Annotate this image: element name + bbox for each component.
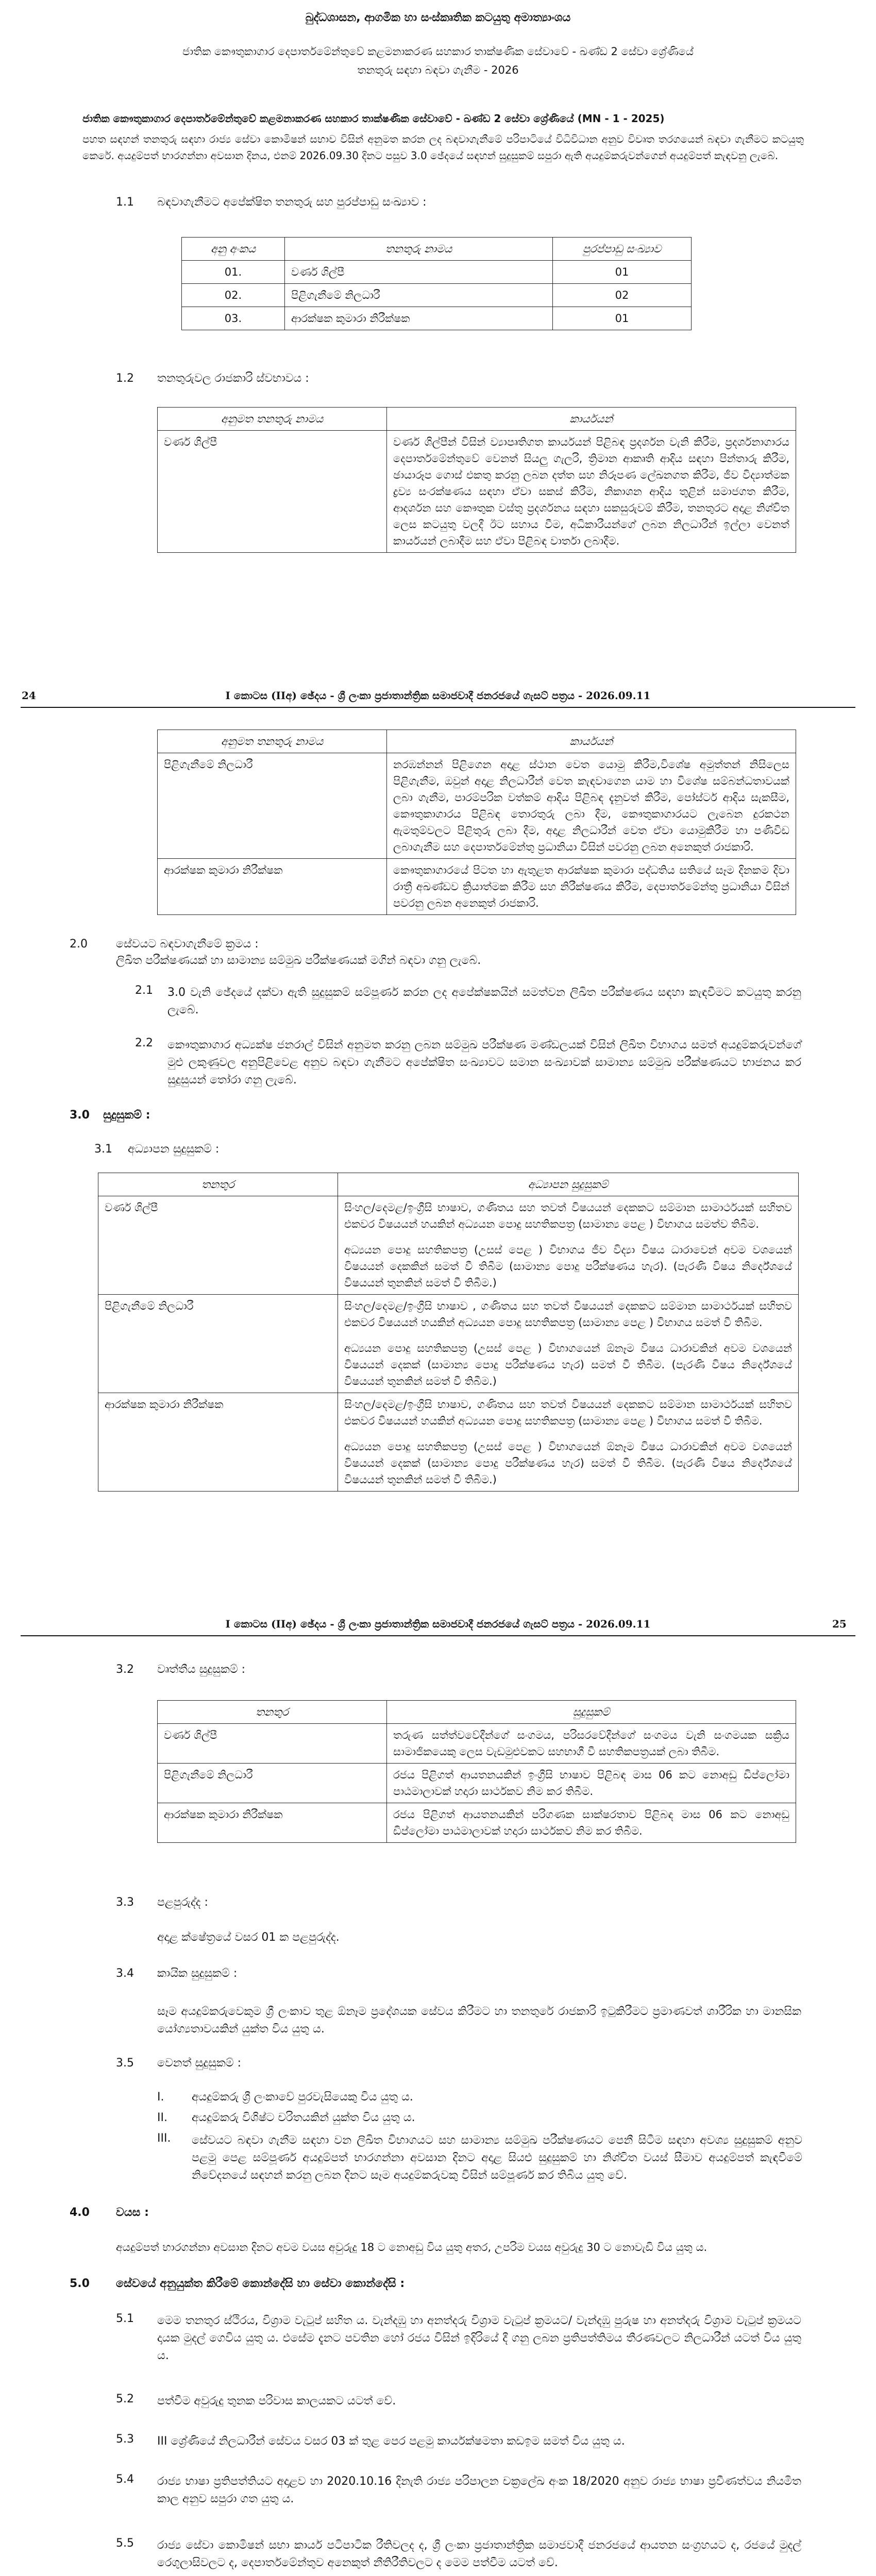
table-cell: 01 — [553, 261, 692, 284]
section-3-0-number: 3.0 — [70, 1109, 90, 1122]
table-header: තනතුර — [98, 1173, 338, 1196]
table-row — [158, 1724, 796, 1764]
table-header: කාර්යයන් — [387, 730, 796, 753]
section-5-1-body: මෙම තනතුර ස්ථිරය, විශ්‍රාම වැටුප් සහිත ය. වැන්දඹු හා අනත්දරු විශ්‍රාම වැටුප් ක්‍රමයට/ වැන්දඹු පුරුෂ හා අනත්දරු විශ්‍රාම වැටුප් ක්‍රමයට දායක මුදල් ගෙවිය යුතු ය. එසේම දැනට පවතින හෝ රජය විසින් ඉදිරියේ දී ගනු ලබන ප්‍රතිපත්තිමය තීරණවලට නිලධාරීන් යටත් විය යුතු ය. — [157, 2314, 801, 2362]
table-cell — [338, 1196, 799, 1295]
notice-title-line1: ජාතික කෞතුකාගාර දෙපාර්තමේන්තුවේ කළමනාකරණ සහකාර තාක්ෂණික සේවාවේ - ඛණ්ඩ 2 සේවා ශ්‍රේණියේ — [182, 45, 694, 58]
section-5-5-body: රාජ්‍ය සේවා කොමිෂන් සභා කාර්ය පටිපාටික රීතිවලද ද, ශ්‍රී ලංකා ප්‍රජාතාන්ත්‍රික සමාජවාදී ජනරජයේ ආයතන සංග්‍රහයට ද, රජයේ මුදල් රෙගුලාසිවලට ද, දෙපාර්තමේන්තුව අනෙකුත් නීතිරීතිවලට ද මෙම පත්වීම යටත් වේ. — [157, 2539, 801, 2569]
table-row — [182, 261, 692, 284]
table-cell — [338, 1295, 799, 1393]
table-cell: 02. — [182, 284, 285, 307]
intro-body: පහත සඳහන් තනතුරු සඳහා රාජ්‍ය සේවා කොමිෂන් සභාව විසින් අනුමත කරන ලද බඳවාගැනීමේ පරිපාටියේ විධිවිධාන අනුව විවෘත තරගයෙන් බඳවා ගැනීමට කටයුතු කෙරේ. අයදුම්පත් භාරගන්නා අවසාන දිනය, එනම් 2026.09.30 දිනට පසුව 3.0 ඡේදයේ සඳහන් සුදුසුකම් සපුරා ඇති අයදුම්කරුවන්ගෙන් අයදුම්පත් කැඳවනු ලැබේ. — [82, 133, 804, 162]
table-header: අනු අංකය — [182, 238, 285, 261]
table-cell: වර්ණ ශිල්පී — [158, 431, 387, 553]
section-2-1-body: 3.0 වැනි ඡේදයේ දක්වා ඇති සුදුසුකම් සම්පූර්ණ කරන ලද අපේක්ෂකයින් සමත්වන ලිඛිත පරීක්ෂණය සඳහා කැඳවීමට කටයුතු කරනු ලැබේ. — [167, 986, 801, 1016]
table-cell: ආරක්ෂක කුමාරා නිරීක්ෂක — [158, 859, 387, 915]
section-5-4-number: 5.4 — [116, 2473, 134, 2486]
section-3-3-body: අදාළ ක්ෂේත්‍රයේ වසර 01 ක පළපුරුද්ද. — [157, 1931, 340, 1944]
section-3-1-number: 3.1 — [94, 1143, 112, 1156]
section-5-2-body: පත්වීම අවුරුදු තුනක පරිවාස කාලයකට යටත් වේ. — [157, 2395, 396, 2408]
section-2-1-number: 2.1 — [135, 984, 153, 997]
qualification-ol: සිංහල/දෙමළ/ඉංග්‍රීසි භාෂාව, ගණිතය සහ තවත් විෂයයන් දෙකකට සම්මාන සාමාර්ථයක් සහිතව එකවර විෂයයන් හයකින් අධ්‍යයන පොදු සහතිකපත්‍ර (සාමාන්‍ය පෙළ ) විභාගය සමත්ව තිබීම. — [344, 1201, 792, 1230]
section-2-2-body: කෞතුකාගාර අධ්‍යක්ෂ ජනරාල් විසින් අනුමත කරනු ලබන සම්මුඛ පරීක්ෂණ මණ්ඩලයක් විසින් ලිඛිත විභාගය සමත් අයදුම්කරුවන්ගේ මුළු ලකුණුවල අනුපිළිවෙළ අනුව බඳවා ගැනීමට අපේක්ෂිත සංඛ්‍යාවට සමාන සංඛ්‍යාවක් සාමාන්‍ය සම්මුඛ පරීක්ෂණයට භාජනය කර සුදුසුයන් තෝරා ගනු ලැබේ. — [167, 1039, 801, 1087]
table-cell: නරඹන්නන් පිළිගෙන අදාළ ස්ථාන වෙත යොමු කිරීම,විශේෂ අමුත්තන් නිසිලෙස පිළිගැනීම, ඔවුන් අදාළ නිලධාරීන් වෙත කැඳවාගෙන යාම හා විශේෂ සම්බන්ධතාවයක් ලබා ගැනීම, පාරම්පරික වත්කම් ආදිය පිළිබඳ දැනුවත් කිරීම, පෝස්ටර් ආදිය සැකසීම, කෞතුකාගාරය පිළිබඳ තොරතුරු ලබා දීම, කෞතුකාගාරයට ලැබෙන දුරකථන ඇමතුම්වලට පිළිතුරු ලබා දීම, අදාළ නිලධාරීන් වෙත ඒවා යොමුකිරීම හා පණිවිඩ ලබාගැනීම සහ දෙපාර්තමේන්තු ප්‍රධානියා විසින් පවරනු ලබන අනෙකුත් රාජකාරි. — [387, 753, 796, 859]
section-2-0-number: 2.0 — [70, 938, 88, 951]
section-3-0-heading: සුදුසුකම් : — [103, 1109, 150, 1122]
table-cell: පිළිගැනීමේ නිලධාරී — [98, 1295, 338, 1393]
table-header: තනතුර — [158, 1701, 387, 1724]
section-3-4-number: 3.4 — [116, 1967, 134, 1980]
header-rule — [21, 707, 855, 708]
section-1-1-heading: බඳවාගැනීමට අපේක්ෂිත තනතුරු සහ පුරප්පාඩු සංඛ්‍යාව : — [157, 196, 427, 209]
section-2-0-sub: ලිඛිත පරීක්ෂණයක් හා සාමාන්‍ය සම්මුඛ පරීක්ෂණයක් මගින් බඳවා ගනු ලැබේ. — [116, 954, 481, 967]
table-header: අනුමත තනතුරු නාමය — [158, 408, 387, 431]
education-qualifications-table — [98, 1173, 799, 1492]
table-cell: ආරක්ෂක කුමාරා නිරීක්ෂක — [98, 1393, 338, 1492]
list-item: සේවයට බඳවා ගැනීම සඳහා වන ලිඛිත විභාගයට සහ සාමාන්‍ය සම්මුඛ පරීක්ෂණයට පෙනී සිටීම සඳහා අවශ්‍ය සුදුසුකම් අනුව පළමු පෙළ සම්පූර්ණ අයදුම්පත් භාරගන්නා අවසාන දිනට අදාළ සියළු සුදුසුකම් හා නිශ්චිත වයස් සීමාව අයදුම්පත් කැඳවීමේ නිවේදනයේ සඳහන් කරනු ලබන දිනට සෑම අයදුම්කරුවකු විසින් සම්පූර්ණ කර තිබිය යුතු වේ. — [192, 2134, 802, 2182]
section-3-3-heading: පළපුරුද්ද : — [157, 1896, 208, 1909]
page-number: 25 — [832, 1618, 847, 1630]
section-1-2-number: 1.2 — [116, 372, 134, 385]
table-cell: රජය පිළිගත් ආයතනයකින් පරිගණක සාක්ෂරතාව පිළිබඳ මාස 06 කට නොඅඩු ඩිප්ලෝමා පාඨමාලාවක් හදාරා සාර්ථකව නිම කර තිබීම. — [387, 1803, 796, 1843]
section-3-5-heading: වෙනත් සුදුසුකම් : — [157, 2057, 242, 2070]
table-row — [98, 1295, 799, 1393]
table-cell: කෞතුකාගාරයේ පිටත හා ඇතුළත ආරක්ෂක කුමාරා පද්ධතිය සතියේ සෑම දිනකම දිවා රාත්‍රී අඛණ්ඩව ක්‍රියාත්මක කිරීම සහ නිරීක්ෂණය කිරීම, දෙපාර්තමේන්තු ප්‍රධානියා විසින් පවරනු ලබන අනෙකුත් රාජකාරි. — [387, 859, 796, 915]
notice-title-line2: තනතුරු සඳහා බඳවා ගැනීම - 2026 — [357, 64, 519, 76]
table-header: කාර්යයන් — [387, 408, 796, 431]
table-row — [98, 1196, 799, 1295]
ministry-name: බුද්ධශාසන, ආගමික හා සංස්කෘතික කටයුතු අමාත්‍යාංශය — [305, 11, 571, 24]
list-item: අයදුම්කරු ශ්‍රී ලංකාවේ පුරවැසියෙකු විය යුතු ය. — [192, 2091, 413, 2104]
table-cell: වර්ණ ශිල්පී — [285, 261, 553, 284]
table-header: සුදුසුකම් — [387, 1701, 796, 1724]
table-cell: තරුණ සත්ත්වවේදීන්ගේ සංගමය, පරිසරවේදීන්ගේ සංගමය වැනි සංගමයක සක්‍රිය සාමාජිකයෙකු ලෙස වැඩමුළුවකට සහභාගී වී සහතිකපත්‍රයක් ලබා තිබීම. — [387, 1724, 796, 1764]
section-5-3-body: III ශ්‍රේණියේ නිලධාරීන් සේවය වසර 03 ක් තුළ පෙර පළමු කාර්යක්ෂමතා කඩඉම සමත් විය යුතු ය. — [157, 2435, 625, 2448]
duties-table-part1 — [157, 407, 796, 553]
table-cell: වර්ණ ශිල්පීන් විසින් ව්‍යාපෘතිගත කාර්යයන් පිළිබඳ ප්‍රදර්ශන වැනි කිරීම, ප්‍රදර්ශනාගාරය දෙපාර්තමේන්තුවේ වෙනත් සියලු ගැලරි, ත්‍රිමාන ආකෘති ආදිය සඳහා පින්තාරු කිරීම, ඡායාරූප ගොස් එකතු කරනු ලබන දත්ත සහ නිරූපණ ලේඛනගත කිරීම, ජීව විද්‍යාත්මක ද්‍රව්‍ය සංරක්ෂණය සඳහා ඒවා සකස් කිරීම, නිකාශන ආදිය තුළින් සමාජගත කිරීම, ආදර්ශන සහ කෞතුක වස්තු ප්‍රදර්ශනය සඳහා සකසුරුවම් කිරීම, තනතුරට අදාළ නිශ්චිත ලෙස කටයුතු වලදී ඊට සහාය වීම, අධිකාරීයන්ගේ ලබන නිලධාරීන් ඉල්ලා වෙනත් කාර්යයන් ලබාදීම සහ ඒවා පිළිබඳ වාර්තා ලබාදීම. — [387, 431, 796, 553]
page-number: 24 — [22, 689, 36, 702]
table-header: පුරප්පාඩු සංඛ්‍යාව — [553, 238, 692, 261]
section-4-0-body: අයදුම්පත් භාරගන්නා අවසාන දිනට අවම වයස අවුරුදු 18 ට නොඅඩු විය යුතු අතර, උපරිම වයස අවුරුදු 30 ට නොවැඩි විය යුතු ය. — [116, 2241, 707, 2253]
section-5-3-number: 5.3 — [116, 2433, 134, 2446]
section-3-2-number: 3.2 — [116, 1663, 134, 1676]
qualification-ol: සිංහල/දෙමළ/ඉංග්‍රීසි භාෂාව, ගණිතය සහ තවත් විෂයයන් දෙකකට සම්මාන සාමාර්ථයක් සහිතව එකවර විෂයයන් හයකින් අධ්‍යයන පොදු සහතිකපත්‍ර (සාමාන්‍ය පෙළ ) විභාගය සමත් වී තිබීම. — [344, 1398, 792, 1427]
section-3-2-heading: වෘත්තීය සුදුසුකම් : — [157, 1663, 246, 1676]
gazette-header: I කොටස (IIඅ) ඡේදය - ශ්‍රී ලංකා ප්‍රජාතාන්ත්‍රික සමාජවාදී ජනරජයේ ගැසට් පත්‍රය - 2026.09.11 — [225, 1618, 651, 1630]
gazette-header: I කොටස (IIඅ) ඡේදය - ශ්‍රී ලංකා ප්‍රජාතාන්ත්‍රික සමාජවාදී ජනරජයේ ගැසට් පත්‍රය - 2026.09.11 — [225, 689, 651, 702]
section-1-2-heading: තනතුරුවල රාජකාරි ස්වභාවය : — [157, 372, 309, 385]
table-cell: පිළිගැනීමේ නිලධාරී — [285, 284, 553, 307]
section-5-2-number: 5.2 — [116, 2393, 134, 2405]
table-cell: 02 — [553, 284, 692, 307]
section-4-0-heading: වයස : — [116, 2206, 149, 2219]
section-3-4-heading: කායික සුදුසුකම් : — [157, 1967, 238, 1980]
table-row — [158, 1803, 796, 1843]
section-4-0-number: 4.0 — [70, 2206, 90, 2219]
qualification-al: අධ්‍යයන පොදු සහතිකපත්‍ර (උසස් පෙළ ) විභාගය ජීව විද්‍යා විෂය ධාරාවෙන් අවම වශයෙන් විෂයයන් දෙකකින් සමත් වී තිබීම (සාමාන්‍ය පොදු පරීක්ෂණය හැර). (පැරණි විෂය නිර්දේශයේ විෂයයන් තුනකින් සමත් වී තිබීම.) — [344, 1244, 792, 1289]
table-cell: වර්ණ ශිල්පී — [98, 1196, 338, 1295]
section-3-1-heading: අධ්‍යාපන සුදුසුකම් : — [128, 1143, 220, 1156]
professional-qualifications-table — [157, 1700, 796, 1843]
section-5-5-number: 5.5 — [116, 2537, 134, 2550]
table-cell: 01 — [553, 307, 692, 330]
table-cell — [338, 1393, 799, 1492]
qualification-al: අධ්‍යයන පොදු සහතිකපත්‍ර (උසස් පෙළ ) විභාගයෙන් ඕනෑම විෂය ධාරාවකින් අවම වශයෙන් විෂයයන් දෙකක් (සාමාන්‍ය පොදු පරීක්ෂණය හැර) සමත් වී තිබීම. (පැරණි විෂය නිර්දේශයේ විෂයයන් තුනකින් සමත් වී තිබීම.) — [344, 1440, 792, 1486]
table-row — [182, 284, 692, 307]
table-cell: රජය පිළිගත් ආයතනයකින් ඉංග්‍රීසි භාෂාව පිළිබඳ මාස 06 කට නොඅඩු ඩිප්ලෝමා පාඨමාලාවක් හදාරා සාර්ථකව නිම කර තිබීම. — [387, 1764, 796, 1803]
section-3-4-body: සෑම අයදුම්කරුවෙකුම ශ්‍රී ලංකාව තුළ ඕනෑම ප්‍රදේශයක සේවය කිරීමට හා තනතුරේ රාජකාරි ඉටුකිරීමට ප්‍රමාණවත් ශාරීරික හා මානසික යෝග්‍යතාවයකින් යුක්ත විය යුතු ය. — [157, 2005, 801, 2036]
table-cell: 03. — [182, 307, 285, 330]
intro-heading: ජාතික කෞතුකාගාර දෙපාර්තමේන්තුවේ කළමනාකරණ සහකාර තාක්ෂණික සේවාවේ - ඛණ්ඩ 2 සේවා ශ්‍රේණියේ (MN - 1 - 2025) — [82, 112, 665, 125]
section-5-4-body: රාජ්‍ය භාෂා ප්‍රතිපත්තියට අදාළව හා 2020.10.16 දිනැති රාජ්‍ය පරිපාලන චක්‍රලේඛ අංක 18/2020 අනුව රාජ්‍ය භාෂා ප්‍රවීණත්වය නියමිත කාල අනුව සපුරා ගත යුතු ය. — [157, 2475, 801, 2505]
qualification-al: අධ්‍යයන පොදු සහතිකපත්‍ර (උසස් පෙළ ) විභාගයෙන් ඕනෑම විෂය ධාරාවකින් අවම වශයෙන් විෂයයන් දෙකක් (සාමාන්‍ය පොදු පරීක්ෂණය හැර) සමත් වී තිබීම. (පැරණි විෂය නිර්දේශයේ විෂයයන් තුනකින් සමත් වී තිබීම.) — [344, 1342, 792, 1387]
table-cell: 01. — [182, 261, 285, 284]
table-row — [158, 753, 796, 859]
section-2-2-number: 2.2 — [135, 1037, 153, 1049]
table-row — [98, 1393, 799, 1492]
section-5-0-number: 5.0 — [70, 2277, 90, 2290]
table-header: අධ්‍යාපන සුදුසුකම් — [338, 1173, 799, 1196]
table-cell: පිළිගැනීමේ නිලධාරී — [158, 1764, 387, 1803]
duties-table-part2 — [157, 730, 796, 915]
table-row — [158, 431, 796, 553]
section-2-0-heading: සේවයට බඳවාගැනීමේ ක්‍රමය : — [116, 938, 259, 951]
table-header: තනතුරු නාමය — [285, 238, 553, 261]
table-cell: ආරක්ෂක කුමාරා නිරීක්ෂක — [158, 1803, 387, 1843]
table-row — [158, 1764, 796, 1803]
table-header: අනුමත තනතුරු නාමය — [158, 730, 387, 753]
qualification-ol: සිංහල/දෙමළ/ඉංග්‍රීසි භාෂාව , ගණිතය සහ තවත් විෂයයන් දෙකකට සම්මාන සාමාර්ථයක් සහිතව එකවර විෂයයන් හයකින් අධ්‍යයන පොදු සහතිකපත්‍ර (සාමාන්‍ය පෙළ ) විභාගය සමත් වී තිබීම. — [344, 1300, 792, 1329]
section-3-3-number: 3.3 — [116, 1896, 134, 1909]
section-5-1-number: 5.1 — [116, 2312, 134, 2325]
list-item: අයදුම්කරු විශිෂ්ට චරිතයකින් යුක්ත විය යුතු ය. — [192, 2111, 415, 2124]
table-cell: පිළිගැනීමේ නිලධාරී — [158, 753, 387, 859]
header-rule — [21, 1635, 855, 1636]
table-row — [158, 859, 796, 915]
table-row — [182, 307, 692, 330]
list-marker: III. — [157, 2132, 171, 2145]
list-marker: I. — [157, 2091, 164, 2104]
table-cell: ආරක්ෂක කුමාරා නිරීක්ෂක — [285, 307, 553, 330]
section-3-5-number: 3.5 — [116, 2057, 134, 2070]
vacancies-table — [181, 237, 692, 330]
section-1-1-number: 1.1 — [116, 196, 134, 209]
table-cell: වර්ණ ශිල්පී — [158, 1724, 387, 1764]
list-marker: II. — [157, 2111, 167, 2124]
section-5-0-heading: සේවයේ අනුයුක්ත කිරීමේ කොන්දේසි හා සේවා කොන්දේසි : — [116, 2277, 405, 2290]
